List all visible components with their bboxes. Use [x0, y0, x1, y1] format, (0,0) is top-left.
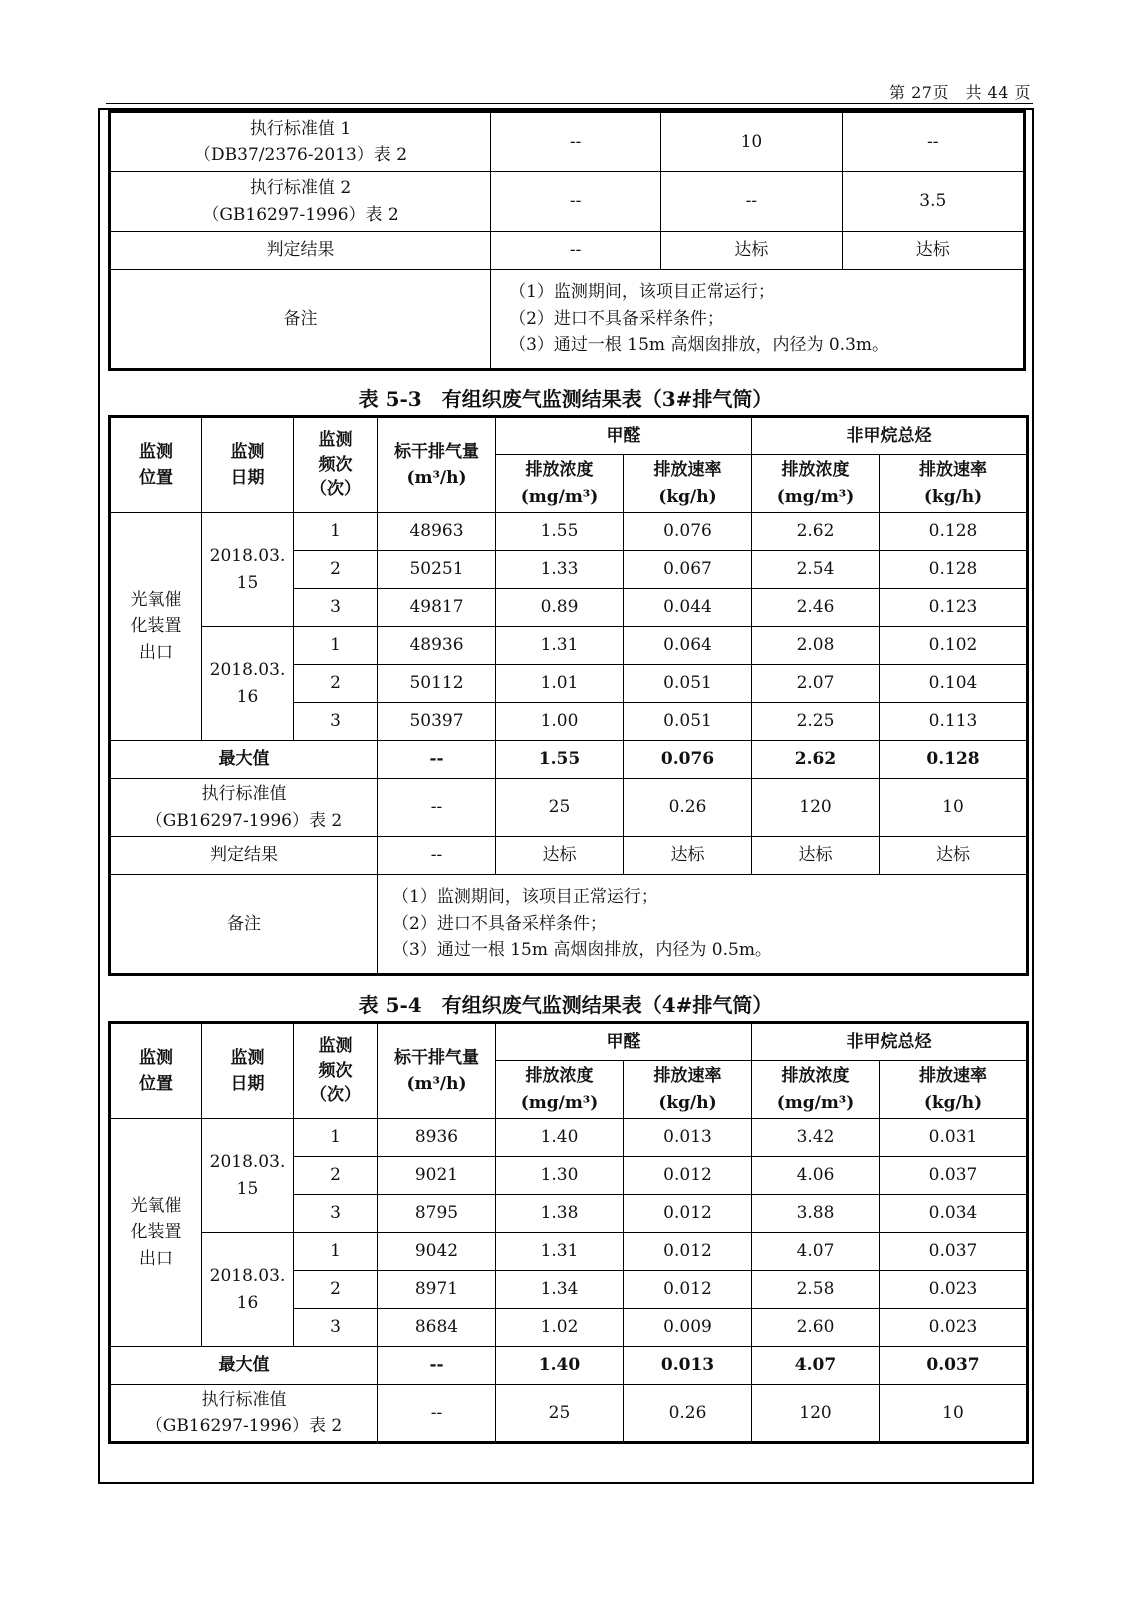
cell: 48963 [378, 513, 496, 551]
cell: 50112 [378, 665, 496, 703]
cell: 0.89 [496, 589, 624, 627]
cell: 48936 [378, 627, 496, 665]
cell: 120 [752, 1385, 880, 1443]
header-location: 监测 位置 [110, 417, 202, 513]
cell: 9042 [378, 1233, 496, 1271]
standard-row [110, 1385, 1028, 1443]
header-row [110, 417, 1028, 455]
max-row [110, 1347, 1028, 1385]
cell: 0.123 [880, 589, 1028, 627]
cell: 1.40 [496, 1347, 624, 1385]
cell: 50251 [378, 551, 496, 589]
cell: -- [378, 837, 496, 875]
header-formaldehyde: 甲醛 [496, 417, 752, 455]
cell: 25 [496, 1385, 624, 1443]
cell: 0.012 [624, 1195, 752, 1233]
row-label: 执行标准值 1 （DB37/2376-2013）表 2 [110, 112, 491, 172]
header-location: 监测 位置 [110, 1023, 202, 1119]
standard-row [110, 779, 1028, 837]
cell: 达标 [496, 837, 624, 875]
cell: -- [378, 1385, 496, 1443]
date-cell: 2018.03. 15 [202, 513, 294, 627]
cell: 3.88 [752, 1195, 880, 1233]
cell: 8795 [378, 1195, 496, 1233]
cell: 120 [752, 779, 880, 837]
table-5-3 [108, 415, 1029, 976]
cell: 1.31 [496, 1233, 624, 1271]
header-flow: 标干排气量 (m³/h) [378, 1023, 496, 1119]
cell: 达标 [880, 837, 1028, 875]
header-frequency: 监测 频次 （次） [294, 1023, 378, 1119]
cell: 0.104 [880, 665, 1028, 703]
cell: 达标 [752, 837, 880, 875]
cell: 3 [294, 703, 378, 741]
table-row [110, 627, 1028, 665]
cell: 1 [294, 1233, 378, 1271]
cell: 达标 [624, 837, 752, 875]
cell: 1 [294, 627, 378, 665]
cell: 0.26 [624, 779, 752, 837]
cell: 8936 [378, 1119, 496, 1157]
header-nmhc: 非甲烷总烃 [752, 417, 1028, 455]
cell: 0.128 [880, 741, 1028, 779]
result-label: 判定结果 [110, 837, 378, 875]
cell: 1.00 [496, 703, 624, 741]
cell: 2.46 [752, 589, 880, 627]
cell: 2 [294, 551, 378, 589]
cell: 0.044 [624, 589, 752, 627]
cell: 4.06 [752, 1157, 880, 1195]
cell: 2.25 [752, 703, 880, 741]
cell: -- [661, 172, 842, 232]
cell: 2 [294, 1157, 378, 1195]
cell: 2.07 [752, 665, 880, 703]
cell: 0.037 [880, 1347, 1028, 1385]
cell: 0.076 [624, 741, 752, 779]
cell: -- [378, 779, 496, 837]
cell: 3 [294, 1309, 378, 1347]
cell: 8971 [378, 1271, 496, 1309]
cell: 1 [294, 1119, 378, 1157]
row-label: 执行标准值 2 （GB16297-1996）表 2 [110, 172, 491, 232]
cell: -- [842, 112, 1024, 172]
header-rate: 排放速率 (kg/h) [880, 1061, 1028, 1119]
table-row [110, 513, 1028, 551]
cell: 25 [496, 779, 624, 837]
header-formaldehyde: 甲醛 [496, 1023, 752, 1061]
cell: 0.102 [880, 627, 1028, 665]
cell: 0.012 [624, 1271, 752, 1309]
result-row [110, 837, 1028, 875]
cell: 2.58 [752, 1271, 880, 1309]
cell: -- [491, 232, 661, 270]
cell: 0.067 [624, 551, 752, 589]
cell: 9021 [378, 1157, 496, 1195]
remark-label: 备注 [110, 875, 378, 975]
cell: 1.38 [496, 1195, 624, 1233]
date-cell: 2018.03. 16 [202, 627, 294, 741]
header-conc: 排放浓度 (mg/m³) [752, 455, 880, 513]
cell: -- [491, 172, 661, 232]
cell: 0.037 [880, 1233, 1028, 1271]
table-5-3-caption: 表 5-3 有组织废气监测结果表（3#排气筒） [358, 387, 773, 411]
table-row [110, 1119, 1028, 1157]
table-5-4-caption: 表 5-4 有组织废气监测结果表（4#排气筒） [358, 993, 773, 1017]
remark-label: 备注 [110, 270, 491, 370]
cell: 1.02 [496, 1309, 624, 1347]
standard-label: 执行标准值 （GB16297-1996）表 2 [110, 779, 378, 837]
cell: 0.051 [624, 665, 752, 703]
date-cell: 2018.03. 16 [202, 1233, 294, 1347]
table-5-4 [108, 1021, 1029, 1444]
cell: 10 [880, 779, 1028, 837]
cell: -- [491, 112, 661, 172]
remark-text: （1）监测期间，该项目正常运行； （2）进口不具备采样条件； （3）通过一根 15m 高烟囱排放，内径为 0.3m。 [491, 270, 1025, 370]
cell: 1.34 [496, 1271, 624, 1309]
cell: 0.051 [624, 703, 752, 741]
cell: 1.55 [496, 741, 624, 779]
cell: 3.42 [752, 1119, 880, 1157]
cell: 2 [294, 1271, 378, 1309]
page-number: 第 27页 共 44 页 [889, 83, 1031, 102]
cell: 0.012 [624, 1157, 752, 1195]
cell: 0.064 [624, 627, 752, 665]
cell: 1 [294, 513, 378, 551]
table-row [110, 1233, 1028, 1271]
cell: 0.037 [880, 1157, 1028, 1195]
cell: 0.26 [624, 1385, 752, 1443]
table-continued [108, 110, 1026, 371]
cell: 0.031 [880, 1119, 1028, 1157]
location-cell: 光氧催 化装置 出口 [110, 1119, 202, 1347]
date-cell: 2018.03. 15 [202, 1119, 294, 1233]
header-conc: 排放浓度 (mg/m³) [496, 1061, 624, 1119]
max-label: 最大值 [110, 1347, 378, 1385]
cell: 4.07 [752, 1233, 880, 1271]
remark-row [110, 875, 1028, 975]
location-cell: 光氧催 化装置 出口 [110, 513, 202, 741]
cell: 2.62 [752, 741, 880, 779]
header-rate: 排放速率 (kg/h) [624, 455, 752, 513]
cell: 1.55 [496, 513, 624, 551]
cell: 8684 [378, 1309, 496, 1347]
header-rate: 排放速率 (kg/h) [880, 455, 1028, 513]
header-row [110, 1023, 1028, 1061]
max-label: 最大值 [110, 741, 378, 779]
header-flow: 标干排气量 (m³/h) [378, 417, 496, 513]
cell: 10 [661, 112, 842, 172]
table-row [110, 232, 1025, 270]
table-row [110, 270, 1025, 370]
row-label: 判定结果 [110, 232, 491, 270]
cell: 1.31 [496, 627, 624, 665]
remark-text: （1）监测期间，该项目正常运行； （2）进口不具备采样条件； （3）通过一根 15m 高烟囱排放，内径为 0.5m。 [378, 875, 1028, 975]
cell: 3 [294, 1195, 378, 1233]
max-row [110, 741, 1028, 779]
header-conc: 排放浓度 (mg/m³) [496, 455, 624, 513]
header-date: 监测 日期 [202, 417, 294, 513]
cell: 1.01 [496, 665, 624, 703]
header-frequency: 监测 频次 （次） [294, 417, 378, 513]
cell: 0.013 [624, 1347, 752, 1385]
cell: 2.60 [752, 1309, 880, 1347]
cell: -- [378, 741, 496, 779]
cell: 0.013 [624, 1119, 752, 1157]
header-nmhc: 非甲烷总烃 [752, 1023, 1028, 1061]
cell: 4.07 [752, 1347, 880, 1385]
cell: 0.023 [880, 1271, 1028, 1309]
header-conc: 排放浓度 (mg/m³) [752, 1061, 880, 1119]
cell: 1.40 [496, 1119, 624, 1157]
table-row [110, 112, 1025, 172]
table-row [110, 172, 1025, 232]
cell: 2.08 [752, 627, 880, 665]
header-date: 监测 日期 [202, 1023, 294, 1119]
cell: 0.113 [880, 703, 1028, 741]
cell: -- [378, 1347, 496, 1385]
cell: 3 [294, 589, 378, 627]
header-rate: 排放速率 (kg/h) [624, 1061, 752, 1119]
cell: 0.009 [624, 1309, 752, 1347]
cell: 50397 [378, 703, 496, 741]
cell: 达标 [842, 232, 1024, 270]
standard-label: 执行标准值 （GB16297-1996）表 2 [110, 1385, 378, 1443]
cell: 0.023 [880, 1309, 1028, 1347]
cell: 0.128 [880, 513, 1028, 551]
cell: 0.012 [624, 1233, 752, 1271]
cell: 10 [880, 1385, 1028, 1443]
cell: 49817 [378, 589, 496, 627]
cell: 2.54 [752, 551, 880, 589]
cell: 0.076 [624, 513, 752, 551]
cell: 0.034 [880, 1195, 1028, 1233]
cell: 0.128 [880, 551, 1028, 589]
cell: 3.5 [842, 172, 1024, 232]
cell: 1.30 [496, 1157, 624, 1195]
cell: 2.62 [752, 513, 880, 551]
cell: 2 [294, 665, 378, 703]
cell: 达标 [661, 232, 842, 270]
cell: 1.33 [496, 551, 624, 589]
header-rule [106, 103, 1033, 104]
